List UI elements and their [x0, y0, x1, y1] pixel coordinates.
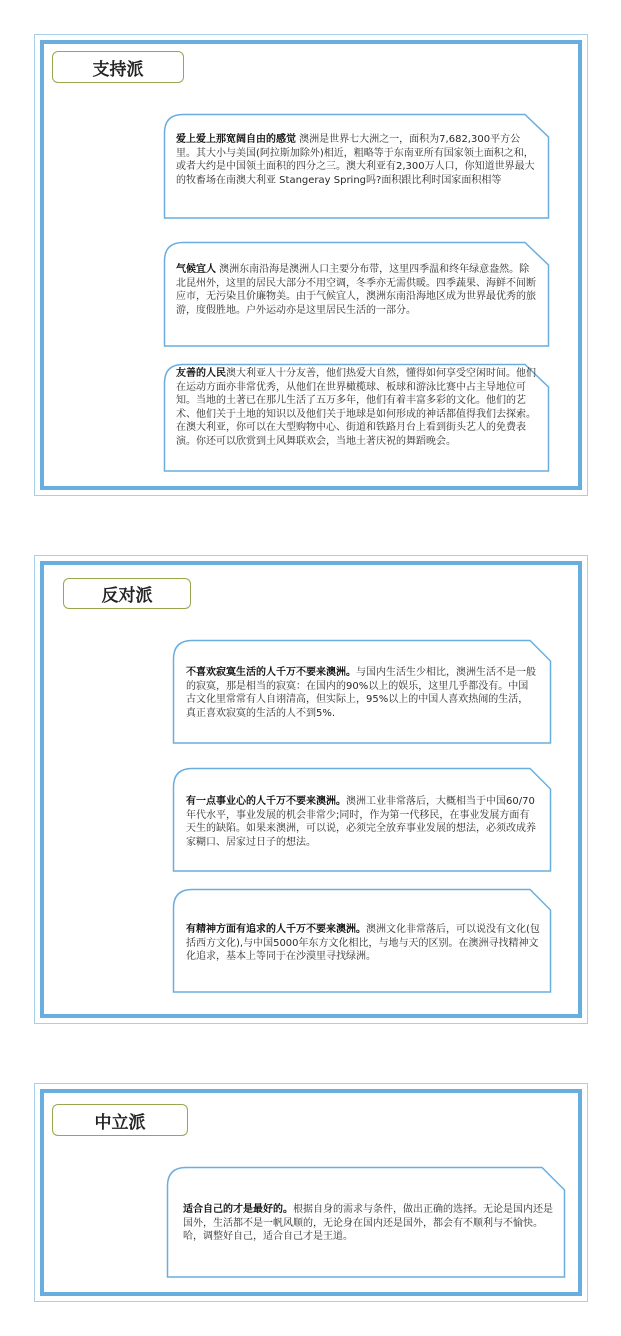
card-body: 与国内生活生少相比，澳洲生活不是一般的寂寞，那是相当的寂寞：在国内的90%以上的娱乐，这里几乎都没有。中国古文化里常常有人自诩清高，但实际上，95%以上的中国人喜欢热闹的生活，真正喜欢寂寞的生活的人不到5%.: [186, 667, 536, 719]
support-card-3: [163, 363, 550, 472]
card-lead: 友善的人民: [176, 368, 226, 379]
oppose-card-2: [172, 767, 552, 872]
card-text: [186, 666, 538, 720]
support-card-1: [163, 113, 550, 219]
card-lead: 爱上爱上那宽阔自由的感觉: [176, 134, 296, 145]
section-title-support: 支持派: [52, 51, 184, 83]
oppose-card-1: [172, 639, 552, 744]
card-body: 澳洲文化非常落后，可以说没有文化(包括西方文化),与中国5000年东方文化相比，与地与天的区别。在澳洲寻找精神文化追求，基本上等同于在沙漠里寻找绿洲。: [186, 924, 540, 962]
neutral-card-1: [166, 1166, 566, 1278]
card-text: [176, 133, 536, 187]
card-text: [186, 795, 538, 849]
card-body: 澳大利亚人十分友善，他们热爱大自然，懂得如何享受空闲时间。他们在运动方面亦非常优秀，从他们在世界橄榄球、板球和游泳比赛中占主导地位可知。当地的土著已在那儿生活了五万多年，他们有着丰富多彩的文化。他们的艺术、他们关于土地的知识以及他们关于地球是如何形成的神话都值得我们去探索。在澳大利亚，你可以在大型购物中心、街道和铁路月台上看到街头艺人的免费表演。你还可以欣赏到土风舞联欢会，当地土著庆祝的舞蹈晚会。: [176, 368, 536, 447]
card-body: 根据自身的需求与条件，做出正确的选择。无论是国内还是国外，生活都不是一帆风顺的，无论身在国内还是国外，都会有不顺利与不愉快。哈，调整好自己，适合自己才是王道。: [183, 1204, 553, 1242]
section-title-oppose: 反对派: [63, 578, 191, 609]
card-body: 澳洲东南沿海是澳洲人口主要分布带，这里四季温和终年绿意盎然。除北昆州外，这里的居民大部分不用空调，冬季亦无需供暖。四季蔬果、海鲜不间断应市，无污染且价廉物美。由于气候宜人，澳洲东南沿海地区成为世界最优秀的旅游，度假胜地。户外运动亦是这里居民生活的一部分。: [176, 264, 536, 316]
card-text: [186, 923, 542, 964]
card-body: 澳洲是世界七大洲之一，面积为7,682,300平方公里。其大小与美国(阿拉斯加除外)相近，粗略等于东南亚所有国家领土面积之和，或者大约是中国领土面积的四分之三。澳大利亚有2,300万人口，你知道世界最大的牧畜场在南澳大利亚 Stangeray Spring吗?面积跟比利时国家面积相等: [176, 134, 535, 186]
section-title-neutral: 中立派: [52, 1104, 188, 1136]
card-lead: 有一点事业心的人千万不要来澳洲。: [186, 796, 346, 807]
card-lead: 适合自己的才是最好的。: [183, 1204, 293, 1215]
support-card-2: [163, 241, 550, 347]
card-lead: 气候宜人: [176, 264, 216, 275]
card-lead: 不喜欢寂寞生活的人千万不要来澳洲。: [186, 667, 356, 678]
card-lead: 有精神方面有追求的人千万不要来澳洲。: [186, 924, 366, 935]
card-text: [176, 263, 536, 317]
card-text: [176, 367, 540, 448]
card-body: 澳洲工业非常落后，大概相当于中国60/70年代水平，事业发展的机会非常少;同时，作为第一代移民，在事业发展方面有天生的缺陷。如果来澳洲，可以说，必须完全放弃事业发展的想法，必须改成养家糊口、居家过日子的想法。: [186, 796, 536, 848]
oppose-card-3: [172, 888, 552, 993]
card-text: [183, 1203, 553, 1244]
